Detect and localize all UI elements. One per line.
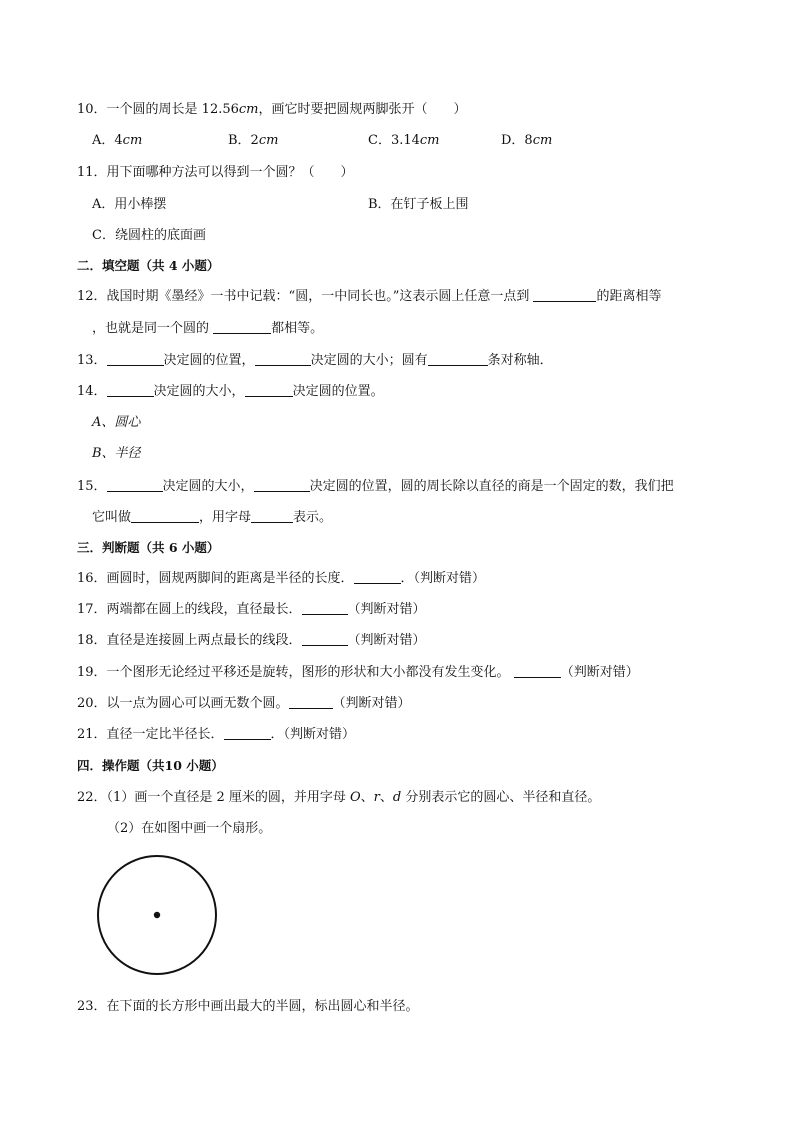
question-18: 18．直径是连接圆上两点最长的线段． （判断对错） <box>77 633 426 648</box>
question-15-line1: 15． 决定圆的大小， 决定圆的位置，圆的周长除以直径的商是一个固定的数，我们把 <box>77 479 674 494</box>
question-13: 13． 决定圆的位置， 决定圆的大小；圆有 条对称轴． <box>77 353 553 368</box>
question-11: 11．用下面哪种方法可以得到一个圆？（ ） <box>77 165 354 180</box>
q11-option-b: B．在钉子板上围 <box>368 197 469 212</box>
question-23: 23．在下面的长方形中画出最大的半圆，标出圆心和半径。 <box>77 999 419 1014</box>
answer-blank[interactable] <box>251 509 293 523</box>
question-12-line1: 12．战国时期《墨经》一书中记载：“圆，一中同长也。”这表示圆上任意一点到 的距离相等 <box>77 289 662 304</box>
question-22-part2: （2）在如图中画一个扇形。 <box>107 821 272 836</box>
answer-blank[interactable] <box>131 509 199 523</box>
q11-option-c: C．绕圆柱的底面画 <box>92 228 206 243</box>
answer-blank[interactable] <box>514 664 561 678</box>
answer-blank[interactable] <box>428 352 488 366</box>
answer-blank[interactable] <box>107 478 163 492</box>
q14-option-b: B、半径 <box>92 446 141 461</box>
question-22-part1: 22．（1）画一个直径是 2 厘米的圆，并用字母 O、r、d 分别表示它的圆心、半径和直径。 <box>77 790 601 805</box>
q11-option-a: A．用小棒摆 <box>92 197 167 212</box>
answer-blank[interactable] <box>245 383 293 397</box>
question-12-line2: ，也就是同一个圆的 都相等。 <box>92 321 324 336</box>
question-19: 19．一个图形无论经过平移还是旋转，图形的形状和大小都没有发生变化。 （判断对错） <box>77 665 639 680</box>
section-true-false: 三．判断题（共 6 小题） <box>77 540 220 555</box>
question-14: 14． 决定圆的大小， 决定圆的位置。 <box>77 384 384 399</box>
circle-figure[interactable] <box>92 850 222 980</box>
q10-option-c: C．3.14cm <box>368 133 440 148</box>
answer-blank[interactable] <box>533 288 596 302</box>
answer-blank[interactable] <box>302 601 348 615</box>
answer-blank[interactable] <box>107 383 154 397</box>
answer-blank[interactable] <box>254 478 310 492</box>
answer-blank[interactable] <box>107 352 164 366</box>
q10-option-a: A．4cm <box>92 133 143 148</box>
section-operation: 四．操作题（共10 小题） <box>77 758 224 773</box>
q10-option-d: D．8cm <box>501 133 553 148</box>
question-21: 21．直径一定比半径长． ．（判断对错） <box>77 727 356 742</box>
answer-blank[interactable] <box>354 570 401 584</box>
q10-option-b: B．2cm <box>228 133 279 148</box>
answer-blank[interactable] <box>224 726 271 740</box>
section-fill-in: 二．填空题（共 4 小题） <box>77 258 220 273</box>
q14-option-a: A、圆心 <box>92 415 141 430</box>
circle-center-dot <box>154 912 160 918</box>
question-17: 17．两端都在圆上的线段，直径最长． （判断对错） <box>77 602 426 617</box>
question-15-line2: 它叫做 ，用字母 表示。 <box>92 510 333 525</box>
question-20: 20．以一点为圆心可以画无数个圆。 （判断对错） <box>77 696 411 711</box>
question-10: 10．一个圆的周长是 12.56cm，画它时要把圆规两脚张开（ ） <box>77 102 467 117</box>
answer-blank[interactable] <box>213 320 271 334</box>
question-16: 16．画圆时，圆规两脚间的距离是半径的长度． ．（判断对错） <box>77 571 486 586</box>
answer-blank[interactable] <box>289 695 333 709</box>
answer-blank[interactable] <box>302 632 348 646</box>
answer-blank[interactable] <box>255 352 311 366</box>
